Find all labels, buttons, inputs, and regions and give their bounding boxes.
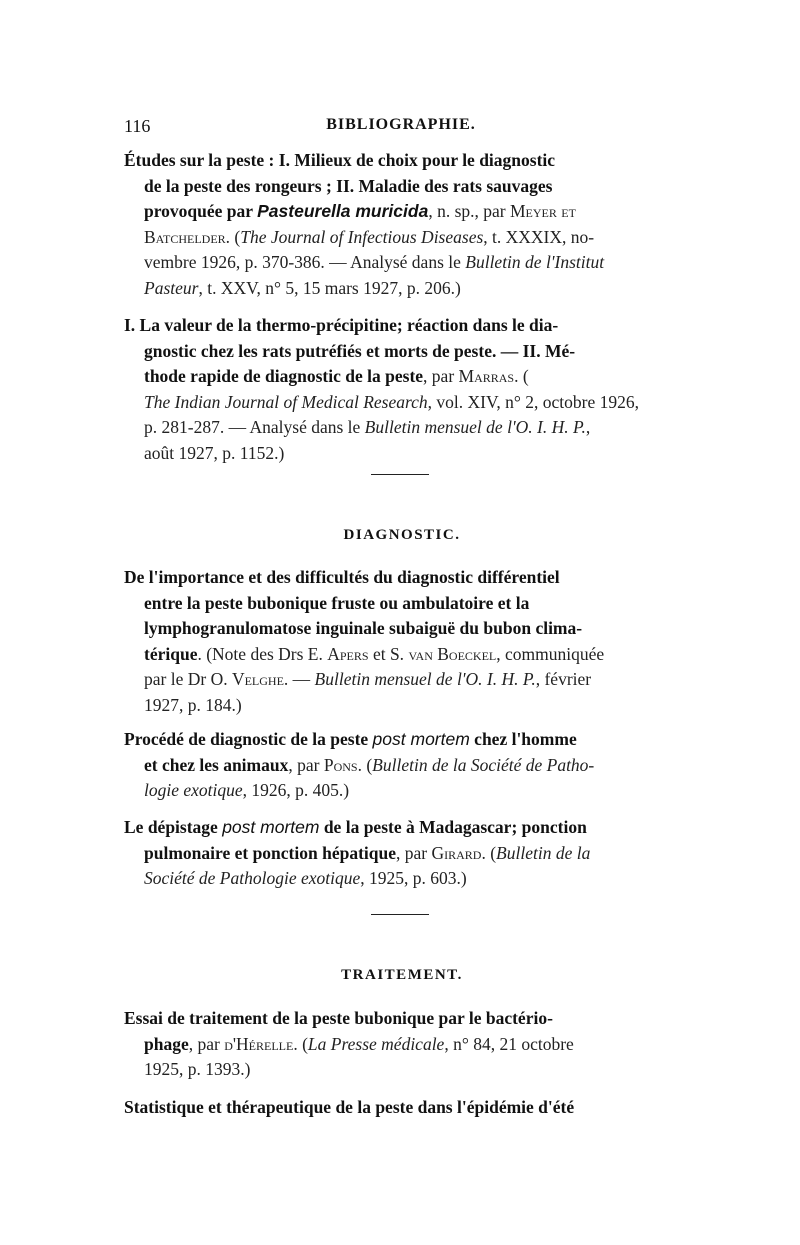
author-name: d'Hérelle <box>224 1033 294 1054</box>
journal-name: Bulletin de la Société de Patho- <box>372 754 595 775</box>
entry-text: vembre 1926, p. 370-386. — Analysé dans le <box>144 252 466 272</box>
entry-title: phage <box>144 1033 189 1054</box>
section-divider <box>371 914 429 915</box>
journal-name: The Indian Journal of Medical Research <box>144 391 428 412</box>
entry-text: et S. <box>368 643 409 664</box>
bibliography-entry-pons <box>124 727 680 804</box>
entry-text: , 1926, p. 405.) <box>242 780 350 800</box>
entry-text: par le Dr O. <box>144 669 232 689</box>
latin-term: post mortem <box>372 729 470 749</box>
journal-name: Société de Pathologie exotique <box>144 868 361 888</box>
entry-text: , <box>585 417 591 437</box>
entry-text: août 1927, p. 1152.) <box>144 442 285 463</box>
entry-title: I. La valeur de la thermo-précipitine; réaction dans le dia- <box>124 315 559 335</box>
entry-title: Études sur la peste : I. Milieux de choix pour le diagnostic <box>124 150 556 170</box>
journal-name: Bulletin mensuel de l'O. I. H. P. <box>364 417 586 437</box>
entry-title: entre la peste bubonique fruste ou ambulatoire et la <box>144 592 530 613</box>
section-heading-diagnostic: DIAGNOSTIC. <box>343 527 461 543</box>
entry-title: thode rapide de diagnostic de la peste <box>144 366 424 386</box>
author-name: Girard <box>431 842 482 863</box>
page-number: 116 <box>124 116 151 136</box>
bibliography-entry-dherelle <box>124 1006 680 1083</box>
entry-text: . ( <box>225 226 241 247</box>
author-name: van Boeckel <box>408 643 497 664</box>
running-head: BIBLIOGRAPHIE. <box>326 116 476 133</box>
journal-name: logie exotique <box>144 780 243 800</box>
entry-title: de la peste à Madagascar; ponction <box>319 817 587 837</box>
entry-title: gnostic chez les rats putréfiés et morts de peste. — II. Mé- <box>144 340 576 361</box>
journal-name: Bulletin de la <box>496 842 591 863</box>
entry-text: , n° 84, 21 octobre <box>444 1033 574 1054</box>
bibliography-entry-meyer <box>124 148 680 301</box>
section-divider <box>371 474 429 475</box>
author-name: Batchelder <box>144 226 226 247</box>
entry-text: , 1925, p. 603.) <box>360 868 467 888</box>
entry-title: Le dépistage <box>124 817 223 837</box>
entry-title: Procédé de diagnostic de la peste <box>124 729 373 749</box>
entry-title: et chez les animaux <box>144 754 289 775</box>
bibliography-entry-marras <box>124 313 680 466</box>
entry-text: . ( <box>357 754 373 775</box>
entry-text: , par <box>288 754 324 775</box>
entry-text: , communiquée <box>496 643 605 664</box>
section-heading-traitement: TRAITEMENT. <box>341 967 463 983</box>
entry-title: chez l'homme <box>469 729 577 749</box>
entry-text: . ( <box>481 842 497 863</box>
journal-name: Bulletin de l'Institut <box>465 252 605 272</box>
journal-name: Pasteur <box>144 277 199 298</box>
entry-text: . ( <box>514 366 529 386</box>
entry-text: . — <box>283 669 315 689</box>
bibliography-entry-statistique <box>124 1095 680 1121</box>
entry-text: , par <box>423 366 459 386</box>
entry-text: , n. sp., par <box>428 201 510 221</box>
entry-text: p. 281-287. — Analysé dans le <box>144 417 365 437</box>
entry-text: 1927, p. 184.) <box>144 694 242 715</box>
entry-title: Essai de traitement de la peste bubonique par le bactério- <box>124 1008 553 1028</box>
journal-name: Bulletin mensuel de l'O. I. H. P. <box>314 669 536 689</box>
species-name: Pasteurella muricida <box>257 201 429 221</box>
entry-title: lymphogranulomatose inguinale subaiguë du bubon clima- <box>144 618 583 638</box>
journal-name: The Journal of Infectious Diseases <box>240 226 484 247</box>
entry-text: , février <box>535 669 592 689</box>
entry-title: de la peste des rongeurs ; II. Maladie des rats sauvages <box>144 175 553 196</box>
author-name: Marras <box>458 366 515 386</box>
entry-text: . (Note des Drs E. <box>197 643 328 664</box>
page-header <box>124 116 678 138</box>
author-name: Velghe <box>231 669 284 689</box>
entry-title: pulmonaire et ponction hépatique <box>144 842 396 863</box>
author-name: Meyer et <box>509 201 576 221</box>
entry-title: De l'importance et des difficultés du diagnostic différentiel <box>124 567 560 587</box>
entry-text: . ( <box>293 1033 308 1054</box>
entry-text: , t. XXV, n° 5, 15 mars 1927, p. 206.) <box>198 277 461 298</box>
bibliography-entry-girard <box>124 815 680 892</box>
entry-text: 1925, p. 1393.) <box>144 1059 251 1079</box>
latin-term: post mortem <box>222 817 320 837</box>
entry-title: térique <box>144 643 198 664</box>
entry-title: provoquée par <box>144 201 258 221</box>
entry-text: , par <box>188 1033 225 1054</box>
author-name: Apers <box>327 643 369 664</box>
author-name: Pons <box>323 754 358 775</box>
entry-text: , par <box>396 842 432 863</box>
journal-name: La Presse médicale <box>307 1033 445 1054</box>
entry-text: , t. XXXIX, no- <box>483 226 595 247</box>
entry-text: , vol. XIV, n° 2, octobre 1926, <box>427 391 639 412</box>
entry-title: Statistique et thérapeutique de la peste dans l'épidémie d'été <box>124 1097 575 1117</box>
bibliography-entry-apers <box>124 565 680 718</box>
